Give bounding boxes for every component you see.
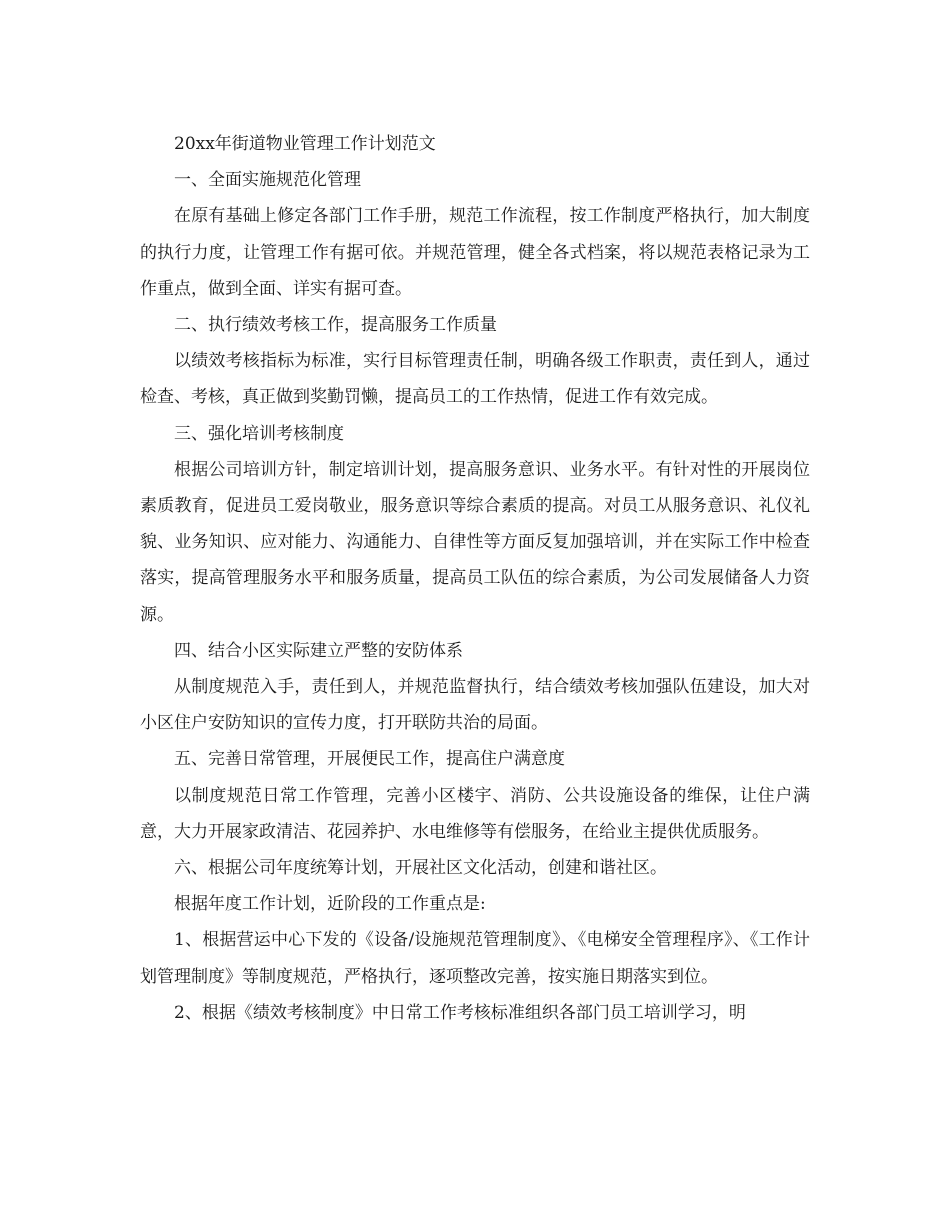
list-item-1: 1、根据营运中心下发的《设备/设施规范管理制度》、《电梯安全管理程序》、《工作计划管理制度》等制度规范，严格执行，逐项整改完善，按实施日期落实到位。	[140, 930, 810, 987]
section-heading-2: 二、执行绩效考核工作，提高服务工作质量	[174, 315, 497, 336]
document-body	[140, 126, 810, 1031]
body-paragraph-5: 以制度规范日常工作管理，完善小区楼宇、消防、公共设施设备的维保，让住户满意，大力开展家政清洁、花园养护、水电维修等有偿服务，在给业主提供优质服务。	[140, 785, 810, 842]
body-paragraph-6: 根据年度工作计划，近阶段的工作重点是:	[174, 894, 486, 915]
list-item-2: 2、根据《绩效考核制度》中日常工作考核标准组织各部门员工培训学习，明	[174, 1002, 746, 1023]
section-heading-1: 一、全面实施规范化管理	[174, 170, 361, 191]
body-paragraph-2: 以绩效考核指标为标准，实行目标管理责任制，明确各级工作职责，责任到人，通过检查、考核，真正做到奖勤罚懒，提高员工的工作热情，促进工作有效完成。	[140, 351, 810, 408]
body-paragraph-1: 在原有基础上修定各部门工作手册，规范工作流程，按工作制度严格执行，加大制度的执行力度，让管理工作有据可依。并规范管理，健全各式档案，将以规范表格记录为工作重点，做到全面、详实有据可查。	[140, 206, 810, 299]
section-heading-3: 三、强化培训考核制度	[174, 423, 344, 444]
body-paragraph-3: 根据公司培训方针，制定培训计划，提高服务意识、业务水平。有针对性的开展岗位素质教育，促进员工爱岗敬业，服务意识等综合素质的提高。对员工从服务意识、礼仪礼貌、业务知识、应对能力、沟通能力、自律性等方面反复加强培训，并在实际工作中检查落实，提高管理服务水平和服务质量，提高员工队伍的综合素质，为公司发展储备人力资源。	[140, 459, 810, 625]
document-title: 20xx年街道物业管理工作计划范文	[174, 134, 436, 154]
section-heading-6: 六、根据公司年度统筹计划，开展社区文化活动，创建和谐社区。	[174, 858, 667, 879]
section-heading-4: 四、结合小区实际建立严整的安防体系	[174, 640, 463, 661]
body-paragraph-4: 从制度规范入手，责任到人，并规范监督执行，结合绩效考核加强队伍建设，加大对小区住户安防知识的宣传力度，打开联防共治的局面。	[140, 677, 810, 734]
section-heading-5: 五、完善日常管理，开展便民工作，提高住户满意度	[174, 749, 565, 770]
